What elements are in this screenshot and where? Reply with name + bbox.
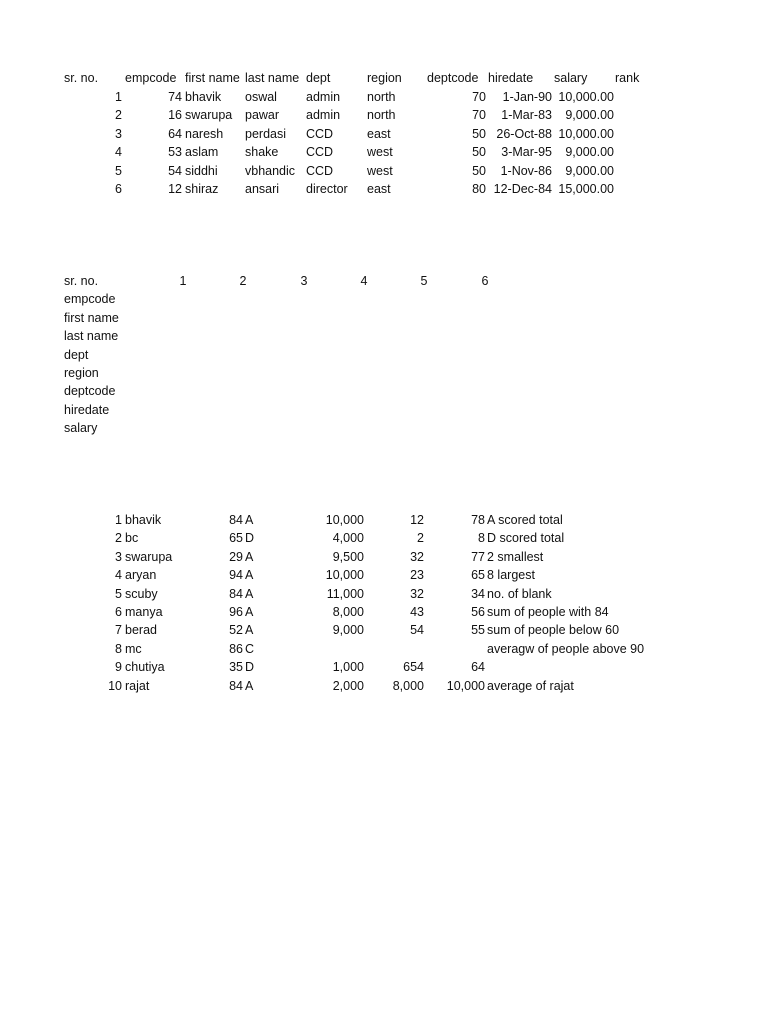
column-number: 4 [360,274,368,288]
header-sr-no: sr. no. [64,71,99,85]
header-rank: rank [615,71,640,85]
cell-value: 43 [410,605,424,619]
cell-amount: 9,000 [332,623,364,638]
cell-grade: C [245,641,255,656]
cell-amount: 2,000 [332,678,364,693]
cell-note: average of rajat [487,678,574,693]
cell-note: sum of people below 60 [487,623,620,638]
cell-score: 86 [229,641,243,656]
cell-result: 34 [471,586,485,601]
cell-amount [310,640,364,658]
cell-score: 84 [229,586,243,601]
cell-empcode: 12 [168,182,182,196]
cell-value: 32 [410,549,424,564]
cell-amount: 10,000 [325,568,364,583]
cell-name: bc [125,531,139,546]
cell-index: 5 [115,586,122,601]
cell-index: 7 [115,623,122,638]
cell-dept: admin [306,90,341,104]
header-deptcode: deptcode [427,71,479,85]
cell-note: A scored total [487,513,563,527]
cell-sr-no: 4 [115,145,122,160]
cell-last-name: shake [245,145,279,160]
cell-last-name: pawar [245,108,280,123]
cell-amount: 8,000 [332,605,364,619]
cell-score: 94 [229,568,243,583]
cell-last-name: oswal [245,90,277,104]
cell-hiredate: 12-Dec-84 [493,182,552,196]
header-last-name: last name [245,71,300,85]
cell-grade: D [245,531,255,546]
cell-score: 65 [229,531,243,546]
cell-region: east [367,182,391,196]
header-dept: dept [306,71,331,85]
cell-empcode: 54 [168,163,182,178]
row-label: last name [64,329,119,344]
header-region: region [367,71,402,85]
cell-hiredate: 3-Mar-95 [501,145,552,160]
cell-name: mc [125,641,142,656]
cell-result: 55 [471,623,485,638]
cell-value [380,640,424,658]
cell-first-name: siddhi [185,163,218,178]
cell-empcode: 53 [168,145,182,160]
cell-result: 8 [478,531,485,546]
row-label: first name [64,310,119,325]
cell-first-name: aslam [185,145,219,160]
cell-salary: 9,000.00 [565,145,614,160]
cell-value: 54 [410,623,424,638]
header-empcode: empcode [125,71,177,85]
cell-amount: 10,000 [325,513,364,527]
cell-last-name: perdasi [245,126,286,141]
cell-note: D scored total [487,531,565,546]
cell-amount: 9,500 [332,549,364,564]
row-label: salary [64,421,98,436]
cell-deptcode: 70 [472,108,486,123]
cell-result: 56 [471,605,485,619]
row-label: hiredate [64,402,110,417]
cell-region: north [367,90,396,104]
cell-sr-no: 6 [115,182,122,196]
cell-salary: 10,000.00 [558,126,614,141]
cell-name: bhavik [125,513,162,527]
column-number: 1 [179,274,187,288]
cell-name: aryan [125,568,157,583]
cell-score: 52 [229,623,243,638]
cell-note: 8 largest [487,568,535,583]
cell-sr-no: 1 [115,90,122,104]
cell-salary: 9,000.00 [565,108,614,123]
cell-grade: D [245,660,255,675]
column-number: 5 [420,274,428,288]
cell-deptcode: 50 [472,163,486,178]
cell-index: 9 [115,660,122,675]
row-label: dept [64,347,89,362]
cell-amount: 11,000 [326,586,364,601]
cell-first-name: bhavik [185,90,222,104]
cell-hiredate: 1-Jan-90 [502,90,552,104]
cell-grade: A [245,513,254,527]
cell-index: 6 [115,605,122,619]
cell-result [435,640,485,658]
cell-grade: A [245,623,254,638]
cell-result: 10,000 [446,678,485,693]
header-first-name: first name [185,71,240,85]
column-number: 2 [239,274,247,288]
cell-score: 84 [229,678,243,693]
cell-result: 77 [471,549,485,564]
cell-value: 654 [403,660,424,675]
cell-first-name: shiraz [185,182,219,196]
cell-empcode: 64 [168,126,182,141]
cell-score: 29 [229,549,243,564]
row-label: region [64,366,99,380]
cell-last-name: vbhandic [245,163,296,178]
cell-salary: 9,000.00 [565,163,614,178]
cell-note: sum of people with 84 [487,605,609,619]
header-hiredate: hiredate [488,71,534,85]
cell-deptcode: 80 [472,182,486,196]
cell-salary: 15,000.00 [558,182,614,196]
cell-deptcode: 50 [472,145,486,160]
cell-result: 64 [471,660,485,675]
cell-deptcode: 70 [472,90,486,104]
cell-index: 1 [115,513,122,527]
cell-empcode: 74 [168,90,182,104]
cell-name: scuby [125,586,158,601]
cell-hiredate: 26-Oct-88 [496,126,552,141]
cell-name: berad [125,623,157,638]
cell-grade: A [245,678,254,693]
row-label: sr. no. [64,274,99,288]
cell-sr-no: 2 [115,108,122,123]
cell-name: rajat [125,678,150,693]
cell-grade: A [245,605,254,619]
cell-name: manya [125,605,163,619]
cell-grade: A [245,568,254,583]
cell-salary: 10,000.00 [558,90,614,104]
cell-dept: CCD [306,126,334,141]
cell-note: averagw of people above 90 [487,641,645,656]
cell-amount: 4,000 [332,531,364,546]
cell-sr-no: 5 [115,163,122,178]
cell-note [487,658,667,676]
row-label: empcode [64,292,116,307]
cell-score: 35 [229,660,243,675]
cell-hiredate: 1-Mar-83 [501,108,552,123]
cell-first-name: swarupa [185,108,233,123]
cell-index: 3 [115,549,122,564]
column-number: 6 [481,274,489,288]
cell-name: chutiya [125,660,165,675]
cell-region: west [367,145,393,160]
header-salary: salary [554,71,588,85]
cell-value: 32 [410,586,424,601]
cell-hiredate: 1-Nov-86 [500,163,552,178]
cell-sr-no: 3 [115,126,122,141]
cell-note: no. of blank [487,586,552,601]
cell-grade: A [245,586,254,601]
cell-region: west [367,163,393,178]
cell-index: 4 [115,568,122,583]
cell-result: 78 [471,513,485,527]
row-label: deptcode [64,384,116,399]
cell-note: 2 smallest [487,549,544,564]
cell-last-name: ansari [245,182,280,196]
cell-empcode: 16 [168,108,182,123]
cell-dept: CCD [306,145,334,160]
cell-value: 12 [410,513,424,527]
cell-value: 8,000 [392,678,424,693]
cell-value: 23 [410,568,424,583]
cell-value: 2 [417,531,424,546]
cell-score: 96 [229,605,243,619]
cell-grade: A [245,549,254,564]
cell-first-name: naresh [185,126,224,141]
cell-region: east [367,126,391,141]
cell-amount: 1,000 [332,660,364,675]
column-number: 3 [300,274,308,288]
cell-dept: admin [306,108,341,123]
cell-region: north [367,108,396,123]
cell-score: 84 [229,513,243,527]
cell-index: 2 [115,531,122,546]
cell-dept: director [306,182,348,196]
cell-index: 8 [115,641,122,656]
cell-dept: CCD [306,163,334,178]
cell-name: swarupa [125,549,173,564]
cell-deptcode: 50 [472,126,486,141]
cell-index: 10 [108,678,122,693]
cell-result: 65 [471,568,485,583]
